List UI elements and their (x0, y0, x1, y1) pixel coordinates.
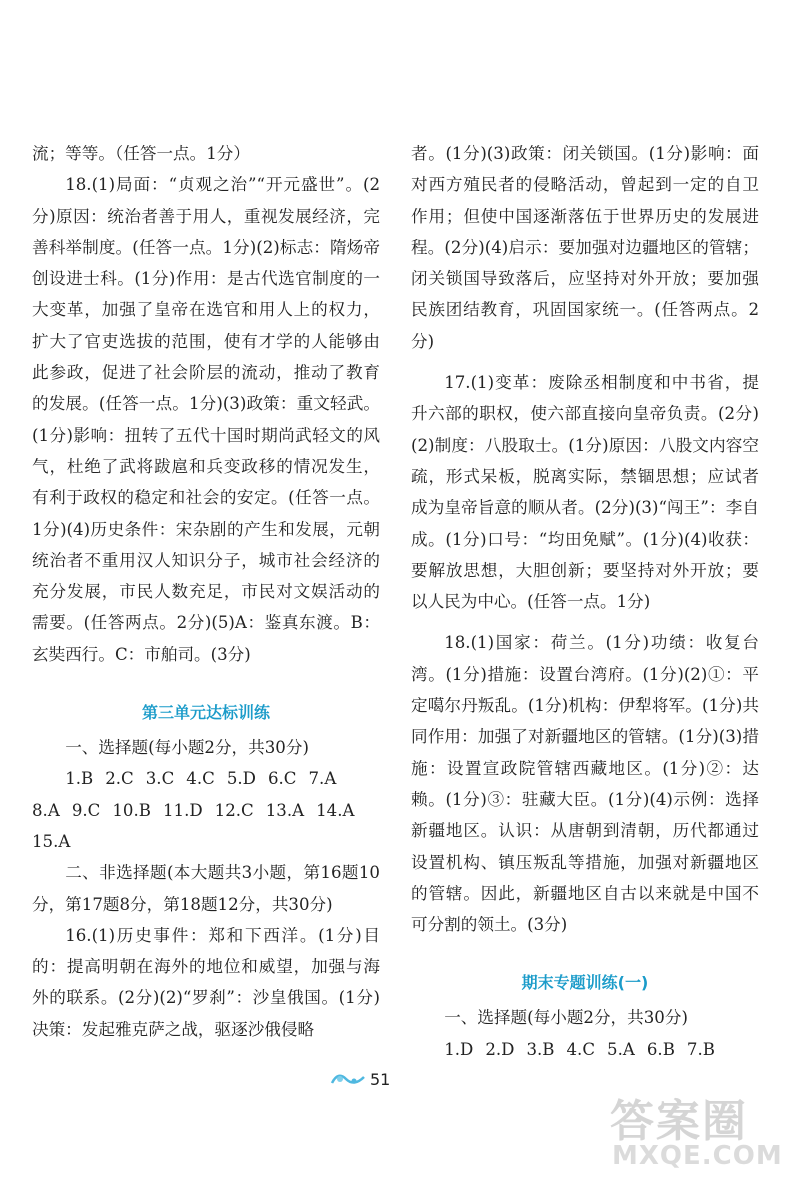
right-column (411, 138, 759, 1065)
watermark-title: 答案圈 (610, 1096, 748, 1147)
answer-item: 8.A (32, 800, 60, 820)
answer-item: 4.C (186, 769, 215, 789)
answer-row (32, 763, 380, 794)
paragraph: 流；等等。（任答一点。1分） (32, 144, 250, 163)
answer-row (32, 826, 380, 857)
answer-item: 1.B (65, 769, 94, 789)
answer-item: 2.D (485, 1039, 515, 1059)
section-heading-unit3: 第三单元达标训练 (141, 703, 270, 723)
answer-item: 9.C (71, 800, 101, 820)
watermark (610, 1085, 790, 1175)
left-column (32, 138, 380, 1045)
answer-item: 13.A (265, 800, 305, 820)
answer-item: 6.C (267, 769, 297, 789)
non-choice-title: 二、非选择题(本大题共3小题，第16题10分，第17题8分，第18题12分，共30分) (32, 863, 380, 914)
answer-item: 2.C (105, 769, 134, 789)
answer-17: 17.(1)变革：废除丞相制度和中书省，提升六部的职权，使六部直接向皇帝负责。(2分)(2)制度：八股取士。(1分)原因：八股文内容空疏，形式呆板，脱离实际，禁锢思想；应试者成为皇帝旨意的顺从者。(2分)(3)“闯王”：李自成。(1分)口号：“均田免赋”。(1分)(4)收获：要解放思想，大胆创新；要坚持对外开放；要以人民为中心。(任答一点。1分) (411, 373, 759, 612)
watermark-url: MXQE.COM (612, 1141, 783, 1171)
answer-item: 6.B (646, 1039, 675, 1059)
page-number: 51 (370, 1070, 391, 1089)
answer-item: 3.B (526, 1039, 555, 1059)
answer-item: 5.D (226, 769, 256, 789)
answer-item: 15.A (32, 831, 71, 851)
answer-row (411, 1034, 759, 1065)
answer-item: 7.A (308, 769, 337, 789)
answer-item: 4.C (566, 1039, 596, 1059)
paragraph: 者。(1分)(3)政策：闭关锁国。(1分)影响：面对西方殖民者的侵略活动，曾起到一定的自卫作用；但使中国逐渐落伍于世界历史的发展进程。(2分)(4)启示：要加强对边疆地区的管辖；闭关锁国导致落后，应坚持对外开放；要加强民族团结教育，巩固国家统一。(任答两点。2分) (411, 144, 759, 351)
answer-18: 18.(1)国家：荷兰。(1分)功绩：收复台湾。(1分)措施：设置台湾府。(1分)(2)①：平定噶尔丹叛乱。(1分)机构：伊犁将军。(1分)共同作用：加强了对新疆地区的管辖。(1分)(3)措施：设置宣政院管辖西藏地区。(1分)②：达赖。(1分)③：驻藏大臣。(1分)(4)示例：选择新疆地区。认识：从唐朝到清朝，历代都通过设置机构、镇压叛乱等措施，加强对新疆地区的管辖。因此，新疆地区自古以来就是中国不可分割的领土。(3分) (411, 633, 759, 935)
answer-item: 3.C (145, 769, 175, 789)
answer-item: 1.D (444, 1039, 474, 1059)
answer-item: 12.C (214, 800, 254, 820)
answer-item: 7.B (686, 1039, 715, 1059)
answer-item: 5.A (607, 1039, 635, 1059)
decorative-logo-icon (330, 1069, 366, 1089)
answer-18: 18.(1)局面：“贞观之治”“开元盛世”。(2分)原因：统治者善于用人，重视发展经济，完善科举制度。(任答一点。1分)(2)标志：隋炀帝创设进士科。(1分)作用：是古代选官制度的一大变革，加强了皇帝在选官和用人上的权力，扩大了官吏选拔的范围，使有才学的人能够由此参政，促进了社会阶层的流动，推动了教育的发展。(任答一点。1分)(3)政策：重文轻武。(1分)影响：扭转了五代十国时期尚武轻文的风气，杜绝了武将跋扈和兵变政移的情况发生，有利于政权的稳定和社会的安定。(任答一点。1分)(4)历史条件：宋杂剧的产生和发展，元朝统治者不重用汉人知识分子，城市社会经济的充分发展，市民人数充足，市民对文娱活动的需要。(任答两点。2分)(5)A：鉴真东渡。B：玄奘西行。C：市舶司。(3分) (32, 175, 380, 664)
answer-item: 11.D (162, 800, 203, 820)
answer-row (32, 795, 380, 826)
multiple-choice-title: 一、选择题(每小题2分，共30分) (444, 1008, 688, 1028)
answer-item: 10.B (112, 800, 151, 820)
multiple-choice-title: 一、选择题(每小题2分，共30分) (65, 738, 309, 758)
answer-item: 14.A (316, 800, 355, 820)
section-heading-final: 期末专题训练(一) (521, 973, 649, 993)
answer-16: 16.(1)历史事件：郑和下西洋。(1分)目的：提高明朝在海外的地位和威望，加强与海外的联系。(2分)(2)“罗刹”：沙皇俄国。(1分)决策：发起雅克萨之战，驱逐沙俄侵略 (32, 925, 380, 1039)
